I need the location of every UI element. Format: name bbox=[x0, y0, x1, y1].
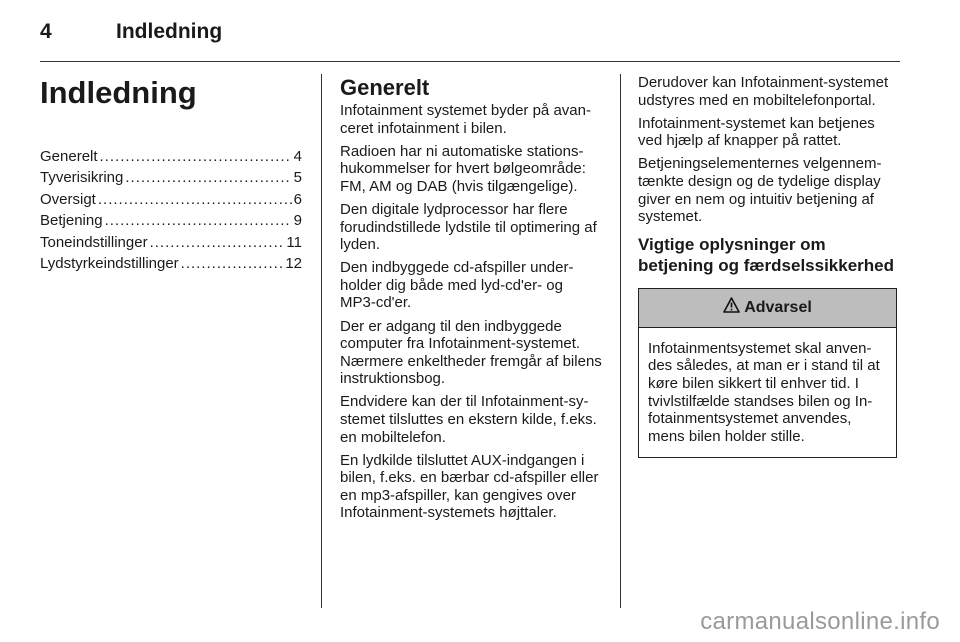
toc-label: Oversigt bbox=[40, 190, 96, 208]
toc-leader-dots bbox=[105, 210, 292, 231]
toc-entry[interactable] bbox=[40, 253, 302, 274]
toc-leader-dots bbox=[100, 146, 292, 167]
subheading-line: betjening og færdselssikkerhed bbox=[638, 255, 895, 275]
table-of-contents bbox=[40, 146, 302, 274]
toc-page: 12 bbox=[285, 255, 302, 273]
warning-title: Advarsel bbox=[744, 298, 812, 316]
section-title: Generelt bbox=[340, 75, 430, 100]
body-paragraph: Derudover kan Infotainment-systemet udstyres med en mobiltelefonportal. bbox=[638, 74, 889, 109]
header-title: Indledning bbox=[116, 20, 223, 43]
warning-box bbox=[638, 288, 897, 459]
toc-label: Lydstyrkeindstillinger bbox=[40, 255, 179, 273]
toc-leader-dots bbox=[125, 167, 291, 188]
column-divider bbox=[321, 74, 322, 608]
header-rule bbox=[40, 61, 900, 62]
body-paragraph: Infotainment systemet byder på avanceret infotainment i bilen. bbox=[340, 102, 591, 137]
toc-label: Toneindstillinger bbox=[40, 233, 148, 251]
toc-label: Generelt bbox=[40, 148, 98, 165]
subheading-line: Vigtige oplysninger om bbox=[638, 234, 826, 254]
toc-column bbox=[40, 74, 302, 274]
warning-text: Infotainmentsystemet skal anvendes således, at man er i stand til at køre bilen sikkert til enhver tid. I tvivlstilfælde standses bilen og Infotainmentsystemet anvendes, mens bilen holder stille. bbox=[648, 339, 880, 445]
toc-page: 11 bbox=[286, 233, 302, 251]
toc-entry[interactable] bbox=[40, 189, 302, 210]
toc-entry[interactable] bbox=[40, 210, 302, 231]
toc-page: 9 bbox=[293, 212, 302, 230]
body-paragraph: Radioen har ni automatiske stationshukommelser for hvert bølgeområde: FM, AM og DAB (hvis tilgængelige). bbox=[340, 142, 586, 195]
warning-header bbox=[639, 289, 896, 328]
right-column bbox=[638, 74, 900, 458]
warning-triangle-icon bbox=[723, 297, 740, 318]
body-paragraph: En lydkilde tilsluttet AUX-indgangen i bilen, f.eks. en bærbar cd-afspiller eller en mp3-afspiller, kan gengives over Infotainment-systemets højttaler. bbox=[340, 451, 599, 522]
toc-leader-dots bbox=[150, 232, 285, 253]
body-paragraph: Infotainment-systemet kan betjenes ved hjælp af knapper på rattet. bbox=[638, 114, 875, 150]
toc-leader-dots bbox=[98, 189, 292, 210]
toc-page: 6 bbox=[293, 190, 302, 208]
toc-page: 4 bbox=[293, 148, 302, 165]
toc-label: Tyverisikring bbox=[40, 169, 124, 187]
column-divider bbox=[620, 74, 621, 608]
body-paragraph: Den indbyggede cd-afspiller underholder dig både med lyd-cd'er- og MP3-cd'er. bbox=[340, 259, 574, 312]
toc-label: Betjening bbox=[40, 212, 103, 230]
toc-leader-dots bbox=[181, 253, 284, 274]
subheading bbox=[638, 234, 900, 276]
body-paragraph: Betjeningselementernes velgennemtænkte design og de tydelige display giver en nem og intuitiv betjening af systemet. bbox=[638, 155, 882, 226]
body-paragraph: Den digitale lydprocessor har flere forudindstillede lydstile til optimering af lyden. bbox=[340, 200, 597, 254]
page-number: 4 bbox=[40, 20, 52, 43]
toc-entry[interactable] bbox=[40, 167, 302, 188]
toc-page: 5 bbox=[293, 169, 302, 187]
general-section bbox=[340, 74, 602, 528]
chapter-title: Indledning bbox=[40, 75, 197, 110]
body-paragraph: Endvidere kan der til Infotainment-systemet tilsluttes en ekstern kilde, f.eks. en mobiltelefon. bbox=[340, 393, 597, 446]
body-paragraph: Der er adgang til den indbyggede computer fra Infotainment-systemet. Nærmere enkeltheder fremgår af bilens instruktionsbog. bbox=[340, 317, 602, 388]
toc-entry[interactable] bbox=[40, 146, 302, 167]
toc-entry[interactable] bbox=[40, 232, 302, 253]
watermark: carmanualsonline.info bbox=[700, 608, 940, 635]
